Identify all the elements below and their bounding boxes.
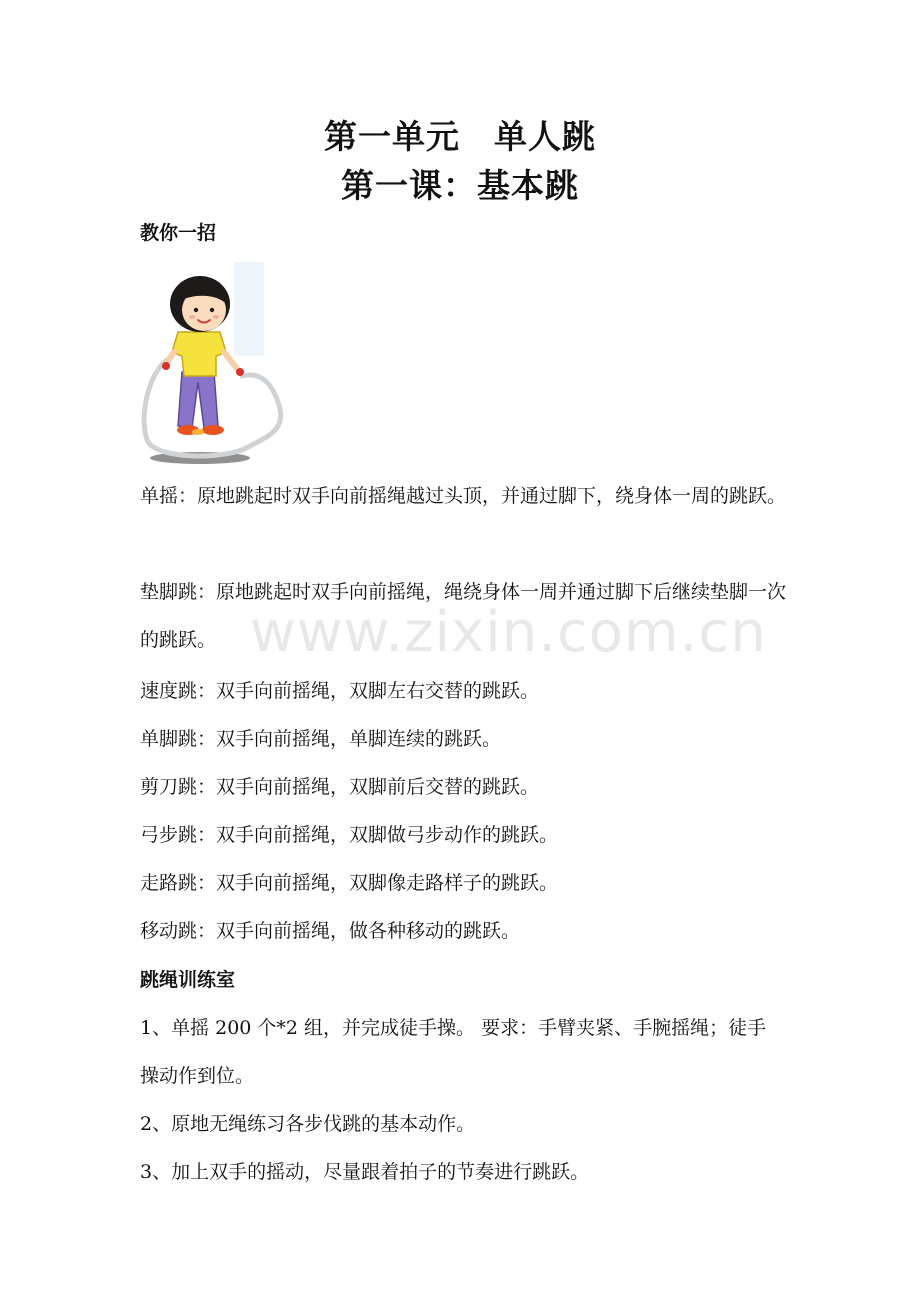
section-heading-tips: 教你一招 <box>140 222 217 244</box>
lesson-title: 第一课：基本跳 <box>341 166 579 205</box>
section-heading-training: 跳绳训练室 <box>140 969 236 991</box>
unit-title: 第一单元 单人跳 <box>324 117 596 156</box>
training-item-2: 2、原地无绳练习各步伐跳的基本动作。 <box>140 1113 476 1135</box>
move-pad-jump: 垫脚跳：原地跳起时双手向前摇绳，绳绕身体一周并通过脚下后继续垫脚一次的跳跃。 <box>140 581 787 651</box>
move-scissor-jump: 剪刀跳：双手向前摇绳，双脚前后交替的跳跃。 <box>140 776 540 798</box>
training-item-3: 3、加上双手的摇动，尽量跟着拍子的节奏进行跳跃。 <box>140 1161 590 1183</box>
move-single-swing: 单摇：原地跳起时双手向前摇绳越过头顶，并通过脚下，绕身体一周的跳跃。 <box>140 485 787 507</box>
move-moving-jump: 移动跳：双手向前摇绳，做各种移动的跳跃。 <box>140 920 521 942</box>
girl-jumping-rope-icon <box>138 260 288 470</box>
watermark: www.zixin.com.cn <box>250 600 767 665</box>
move-walk-jump: 走路跳：双手向前摇绳，双脚像走路样子的跳跃。 <box>140 872 559 894</box>
move-one-foot-jump: 单脚跳：双手向前摇绳，单脚连续的跳跃。 <box>140 728 502 750</box>
move-speed-jump: 速度跳：双手向前摇绳，双脚左右交替的跳跃。 <box>140 680 540 702</box>
training-item-1: 1、单摇 200 个*2 组，并完成徒手操。 要求：手臂夹紧、手腕摇绳；徒手操动作到位。 <box>140 1017 767 1087</box>
move-lunge-jump: 弓步跳：双手向前摇绳，双脚做弓步动作的跳跃。 <box>140 824 559 846</box>
